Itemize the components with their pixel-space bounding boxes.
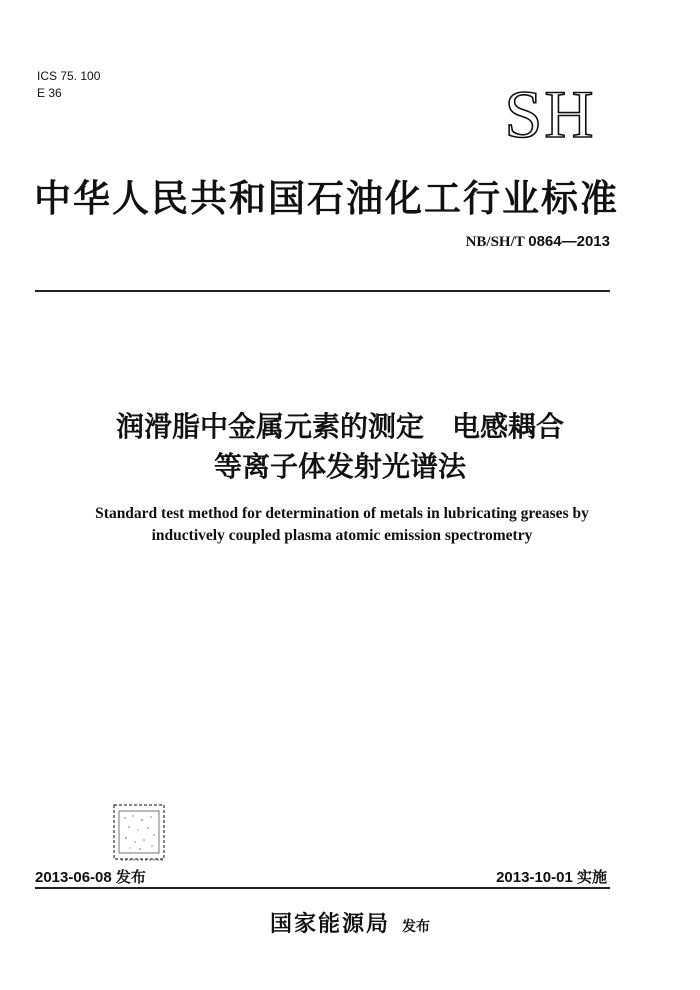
stamp-icon (111, 802, 167, 864)
sh-logo-text: SH (504, 82, 596, 144)
standard-code-number: 0864—2013 (528, 233, 610, 250)
classification-codes (37, 68, 100, 102)
release-date-value: 2013-06-08 (35, 869, 112, 886)
issuer-line (0, 907, 700, 938)
category-title: 中华人民共和国石油化工行业标准 (34, 177, 619, 220)
issuer-label: 发布 (402, 919, 430, 935)
class-code: E 36 (37, 86, 62, 100)
release-label: 发布 (115, 868, 146, 886)
sh-logo (490, 82, 610, 144)
effective-date-value: 2013-10-01 (496, 869, 573, 886)
bottom-divider (35, 887, 610, 889)
english-title-line-2: inductively coupled plasma atomic emission spectrometry (151, 527, 533, 544)
chinese-title-line-2: 等离子体发射光谱法 (213, 450, 466, 483)
effective-label: 实施 (576, 868, 607, 886)
standard-code-prefix: NB/SH/T (465, 234, 529, 250)
issuer-name: 国家能源局 (269, 912, 390, 937)
standard-code (466, 233, 610, 251)
release-date (35, 866, 146, 887)
top-divider (35, 290, 610, 292)
ics-code: ICS 75. 100 (37, 69, 101, 83)
english-title-line-1: Standard test method for determination of metals in lubricating greases by (95, 505, 589, 522)
effective-date (496, 866, 607, 887)
chinese-title-line-1: 润滑脂中金属元素的测定 电感耦合 (115, 410, 564, 443)
